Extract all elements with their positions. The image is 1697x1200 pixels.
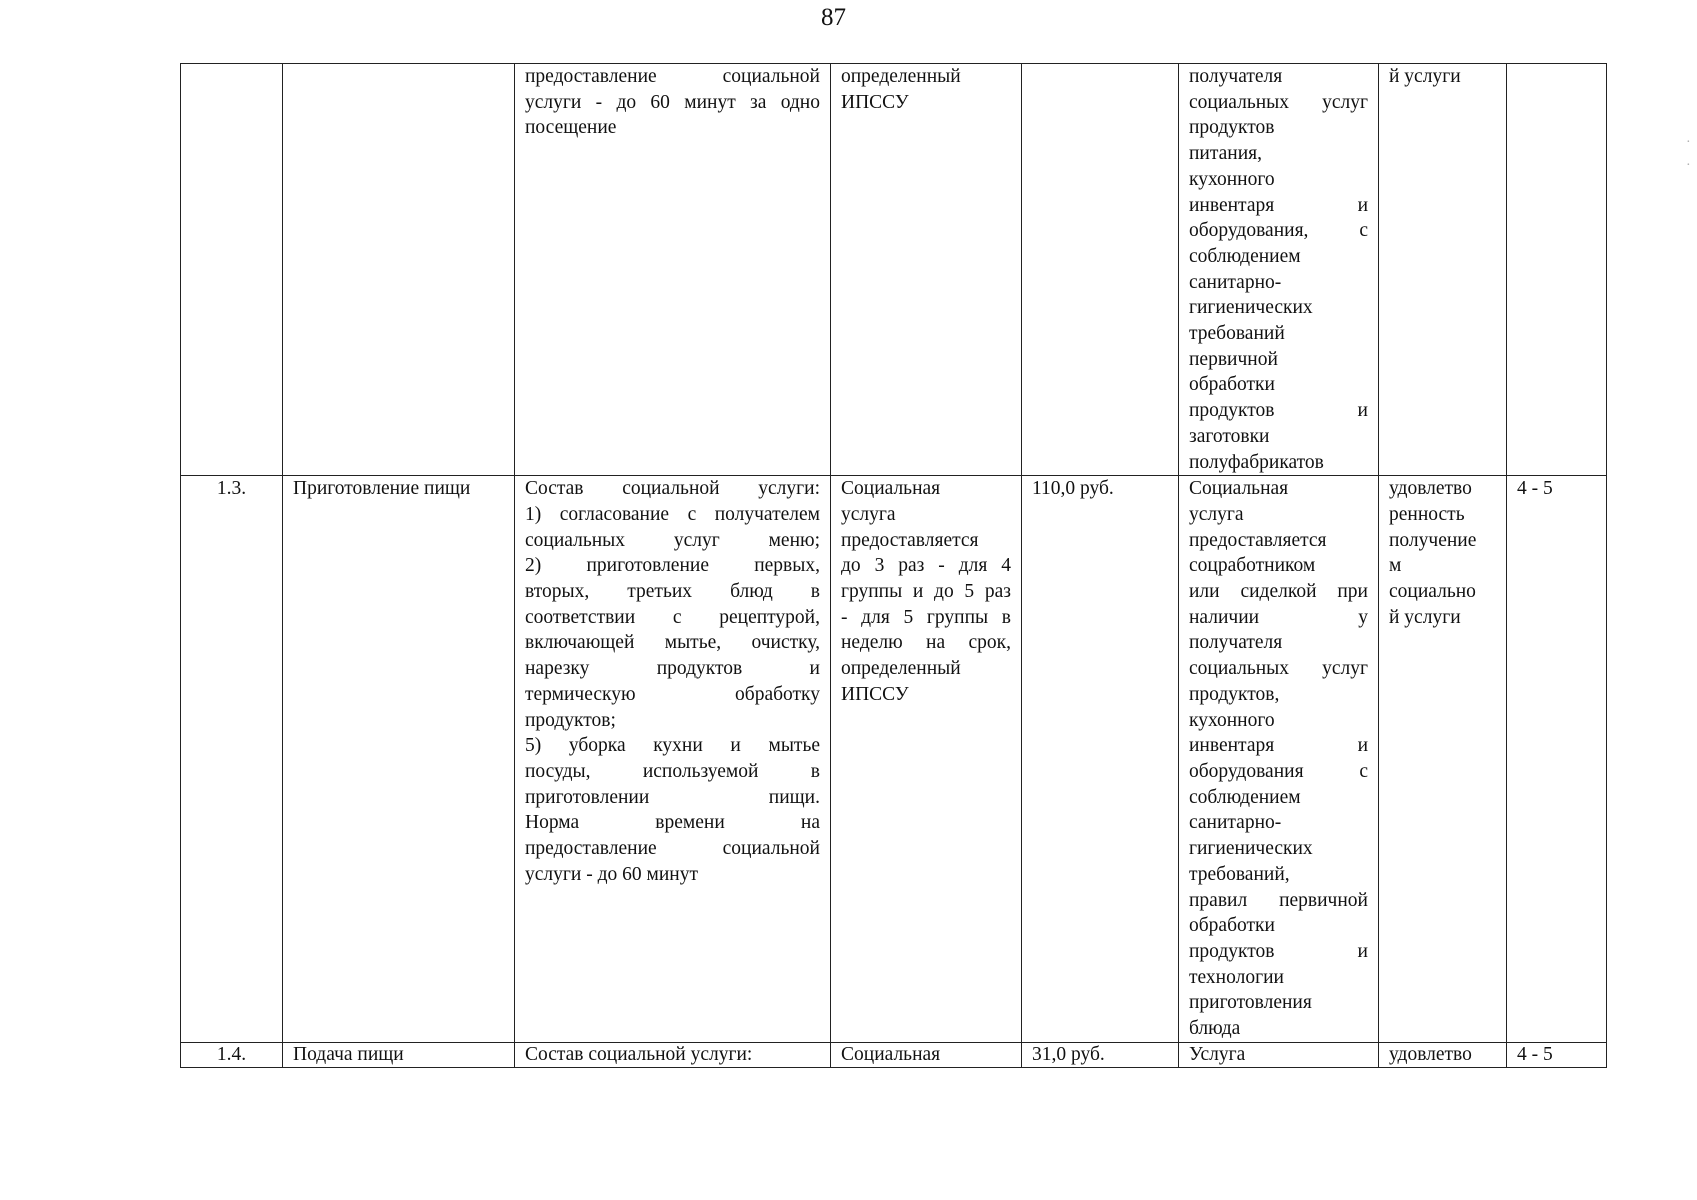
frequency-cell [831, 1042, 1022, 1067]
cell-line: оборудования с [1189, 760, 1368, 782]
table-row [181, 476, 1607, 1042]
row-number-cell [181, 64, 283, 476]
cell-line: социальных услуг [1189, 91, 1368, 113]
cell-line: предоставляется [841, 529, 979, 551]
cell-line: соблюдением [1189, 245, 1301, 267]
margin-mark: · [1686, 158, 1691, 173]
cell-line: получателя [1189, 632, 1283, 654]
cell-line: удовлетво [1389, 1043, 1472, 1065]
cell-line: заготовки [1189, 425, 1270, 447]
cell-line: вторых, третьих блюд в [525, 581, 820, 603]
cell-line: гигиенических [1189, 838, 1313, 860]
cell-line: социальных услуг [1189, 658, 1368, 680]
cell-line: инвентаря и [1189, 194, 1368, 216]
price-cell: 31,0 руб. [1022, 1042, 1179, 1067]
cell-line: технологии [1189, 966, 1284, 988]
term-cell: 4 - 5 [1507, 476, 1607, 1042]
cell-line: социально [1389, 581, 1476, 603]
cell-line: санитарно- [1189, 271, 1282, 293]
service-description-cell [515, 1042, 831, 1067]
cell-line: нарезку продуктов и [525, 658, 820, 680]
cell-line: Социальная [841, 478, 941, 500]
cell-line: блюда [1189, 1018, 1241, 1040]
cell-line: соцработником [1189, 555, 1316, 577]
indicator-cell [1379, 476, 1507, 1042]
cell-line: правил первичной [1189, 889, 1368, 911]
table-row [181, 64, 1607, 476]
cell-line: Социальная [1189, 478, 1289, 500]
table-row [181, 1042, 1607, 1067]
conditions-cell [1179, 64, 1379, 476]
cell-line: кухонного [1189, 168, 1275, 190]
cell-line: предоставляется [1189, 529, 1327, 551]
cell-line: Состав социальной услуги: [525, 478, 820, 500]
cell-line: посуды, используемой в [525, 760, 820, 782]
cell-line: до 3 раз - для 4 [841, 555, 1011, 577]
cell-line: й услуги [1389, 606, 1461, 628]
cell-line: Социальная [841, 1043, 941, 1065]
indicator-cell [1379, 1042, 1507, 1067]
service-description-cell [515, 64, 831, 476]
cell-line: санитарно- [1189, 812, 1282, 834]
cell-line: услуги - до 60 минут [525, 863, 698, 885]
frequency-cell [831, 476, 1022, 1042]
row-number-cell: 1.4. [181, 1042, 283, 1067]
cell-line: соблюдением [1189, 786, 1301, 808]
cell-line: й услуги [1389, 66, 1461, 87]
frequency-cell [831, 64, 1022, 476]
cell-line: включающей мытье, очистку, [525, 632, 820, 654]
service-name-cell [283, 64, 515, 476]
cell-line: определенный [841, 658, 961, 680]
cell-line: получателя [1189, 66, 1283, 87]
cell-line: неделю на срок, [841, 632, 1011, 654]
conditions-cell [1179, 476, 1379, 1042]
cell-line: 5) уборка кухни и мытье [525, 735, 820, 757]
cell-line: питания, [1189, 143, 1263, 165]
cell-line: услуги - до 60 минут за одно [525, 91, 820, 113]
price-cell [1022, 64, 1179, 476]
cell-line: приготовлении пищи. [525, 786, 820, 808]
cell-line: предоставление социальной [525, 66, 820, 87]
service-name-cell: Приготовление пищи [283, 476, 515, 1042]
row-number-cell: 1.3. [181, 476, 283, 1042]
cell-line: приготовления [1189, 992, 1312, 1014]
cell-line: 1) согласование с получателем [525, 503, 820, 525]
cell-line: предоставление социальной [525, 838, 820, 860]
cell-line: продуктов и [1189, 940, 1368, 962]
cell-line: ИПССУ [841, 683, 909, 705]
term-cell: 4 - 5 [1507, 1042, 1607, 1067]
service-name-cell: Подача пищи [283, 1042, 515, 1067]
cell-line: продуктов [1189, 117, 1275, 139]
cell-line: термическую обработку [525, 683, 820, 705]
cell-line: требований [1189, 323, 1285, 345]
cell-line: посещение [525, 117, 617, 139]
cell-line: обработки [1189, 374, 1275, 396]
cell-line: соответствии с рецептурой, [525, 606, 820, 628]
cell-line: Услуга [1189, 1043, 1246, 1065]
cell-line: наличии у [1189, 606, 1368, 628]
cell-line: группы и до 5 раз [841, 581, 1011, 603]
cell-line: оборудования, с [1189, 220, 1368, 242]
cell-line: - для 5 группы в [841, 606, 1011, 628]
cell-line: ИПССУ [841, 91, 909, 113]
cell-line: социальных услуг меню; [525, 529, 820, 551]
page-number: 87 [821, 4, 846, 31]
cell-line: услуга [1189, 503, 1244, 525]
term-cell [1507, 64, 1607, 476]
service-description-cell [515, 476, 831, 1042]
cell-line: ренность [1389, 503, 1465, 525]
cell-line: полуфабрикатов [1189, 451, 1324, 473]
indicator-cell [1379, 64, 1507, 476]
cell-line: требований, [1189, 863, 1290, 885]
cell-line: продуктов и [1189, 400, 1368, 422]
cell-line: удовлетво [1389, 478, 1472, 500]
cell-line: инвентаря и [1189, 735, 1368, 757]
cell-line: кухонного [1189, 709, 1275, 731]
services-table [180, 63, 1607, 1068]
cell-line: 2) приготовление первых, [525, 555, 820, 577]
cell-line: первичной [1189, 348, 1278, 370]
cell-line: определенный [841, 66, 961, 87]
cell-line: м [1389, 555, 1402, 577]
price-cell: 110,0 руб. [1022, 476, 1179, 1042]
cell-line: или сиделкой при [1189, 581, 1368, 603]
cell-line: Состав социальной услуги: [525, 1043, 753, 1065]
cell-line: гигиенических [1189, 297, 1313, 319]
cell-line: обработки [1189, 915, 1275, 937]
margin-mark: · [1686, 135, 1691, 150]
cell-line: Норма времени на [525, 812, 820, 834]
cell-line: услуга [841, 503, 896, 525]
cell-line: получение [1389, 529, 1477, 551]
conditions-cell [1179, 1042, 1379, 1067]
cell-line: продуктов, [1189, 683, 1280, 705]
cell-line: продуктов; [525, 709, 616, 731]
